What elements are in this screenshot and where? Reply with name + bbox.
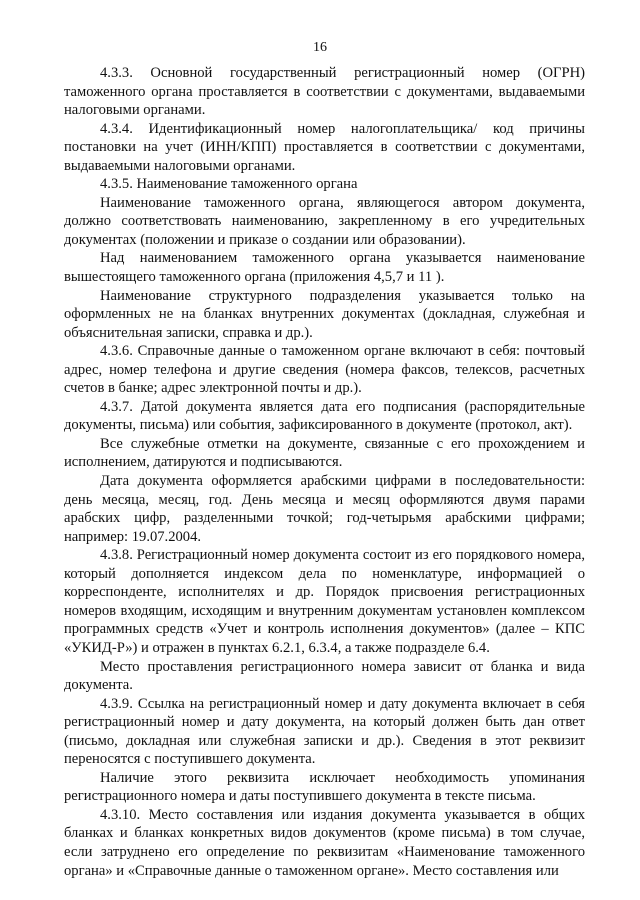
paragraph-4-3-4: 4.3.4. Идентификационный номер налогоплательщика/ код причины постановки на учет (ИНН/КПП) проставляется в соответствии с документами, выдаваемыми налоговыми органами. <box>64 120 585 174</box>
paragraph-4-3-8: 4.3.8. Регистрационный номер документа состоит из его порядкового номера, который дополняется индексом дела по номенклатуре, информацией о корреспонденте, исполнителях и др. Порядок присвоения регистрационных номеров входящим, исходящим и внутренним документам установлен комплексом программных средств «Учет и контроль исполнения документов» (далее – КПС «УКИД-Р») и отражен в пунктах 6.2.1, 6.3.4, а также подразделе 6.4. <box>64 547 585 656</box>
paragraph-service-marks: Все служебные отметки на документе, связанные с его прохождением и исполнением, датируются и подписываются. <box>64 435 585 471</box>
paragraph-superior-authority: Над наименованием таможенного органа указывается наименование вышестоящего таможенного органа (приложения 4,5,7 и 11 ). <box>64 250 585 286</box>
paragraph-reference-presence: Наличие этого реквизита исключает необходимость упоминания регистрационного номера и даты поступившего документа в тексте письма. <box>64 769 585 805</box>
paragraph-registration-place: Место проставления регистрационного номера зависит от бланка и вида документа. <box>64 658 585 694</box>
paragraph-4-3-10: 4.3.10. Место составления или издания документа указывается в общих бланках и бланках конкретных видов документов (кроме письма) в том случае, если затруднено его определение по реквизитам «Наименование таможенного органа» и «Справочные данные о таможенном органе». Место составления или <box>64 806 585 879</box>
paragraph-date-format: Дата документа оформляется арабскими цифрами в последовательности: день месяца, месяц, год. День месяца и месяц оформляются двумя парами арабских цифр, разделенными точкой; год-четырьмя арабскими цифрами; например: 19.07.2004. <box>64 473 585 545</box>
paragraph-4-3-9: 4.3.9. Ссылка на регистрационный номер и дату документа включает в себя регистрационный номер и дату документа, на который должен быть дан ответ (письмо, докладная или служебная записки и др.). Сведения в этот реквизит переносятся с поступившего документа. <box>64 695 585 768</box>
document-body <box>64 64 585 880</box>
section-heading-4-3-5: 4.3.5. Наименование таможенного органа <box>100 176 358 193</box>
paragraph-4-3-3: 4.3.3. Основной государственный регистрационный номер (ОГРН) таможенного органа проставляется в соответствии с документами, выдаваемыми налоговыми органами. <box>64 65 585 119</box>
page-number: 16 <box>313 40 327 55</box>
paragraph-4-3-6: 4.3.6. Справочные данные о таможенном органе включают в себя: почтовый адрес, номер телефона и другие сведения (номера факсов, телексов, расчетных счетов в банке; адрес электронной почты и др.). <box>64 343 585 397</box>
paragraph-structural-unit: Наименование структурного подразделения указывается только на оформленных не на бланках внутренних документах (докладная, служебная и объяснительная записки, справка и др.). <box>64 287 585 341</box>
paragraph-authority-name: Наименование таможенного органа, являющегося автором документа, должно соответствовать наименованию, закрепленному в его учредительных документах (положении и приказе о создании или образовании). <box>64 194 585 248</box>
paragraph-4-3-7: 4.3.7. Датой документа является дата его подписания (распорядительные документы, письма) или события, зафиксированного в документе (протокол, акт). <box>64 398 585 434</box>
